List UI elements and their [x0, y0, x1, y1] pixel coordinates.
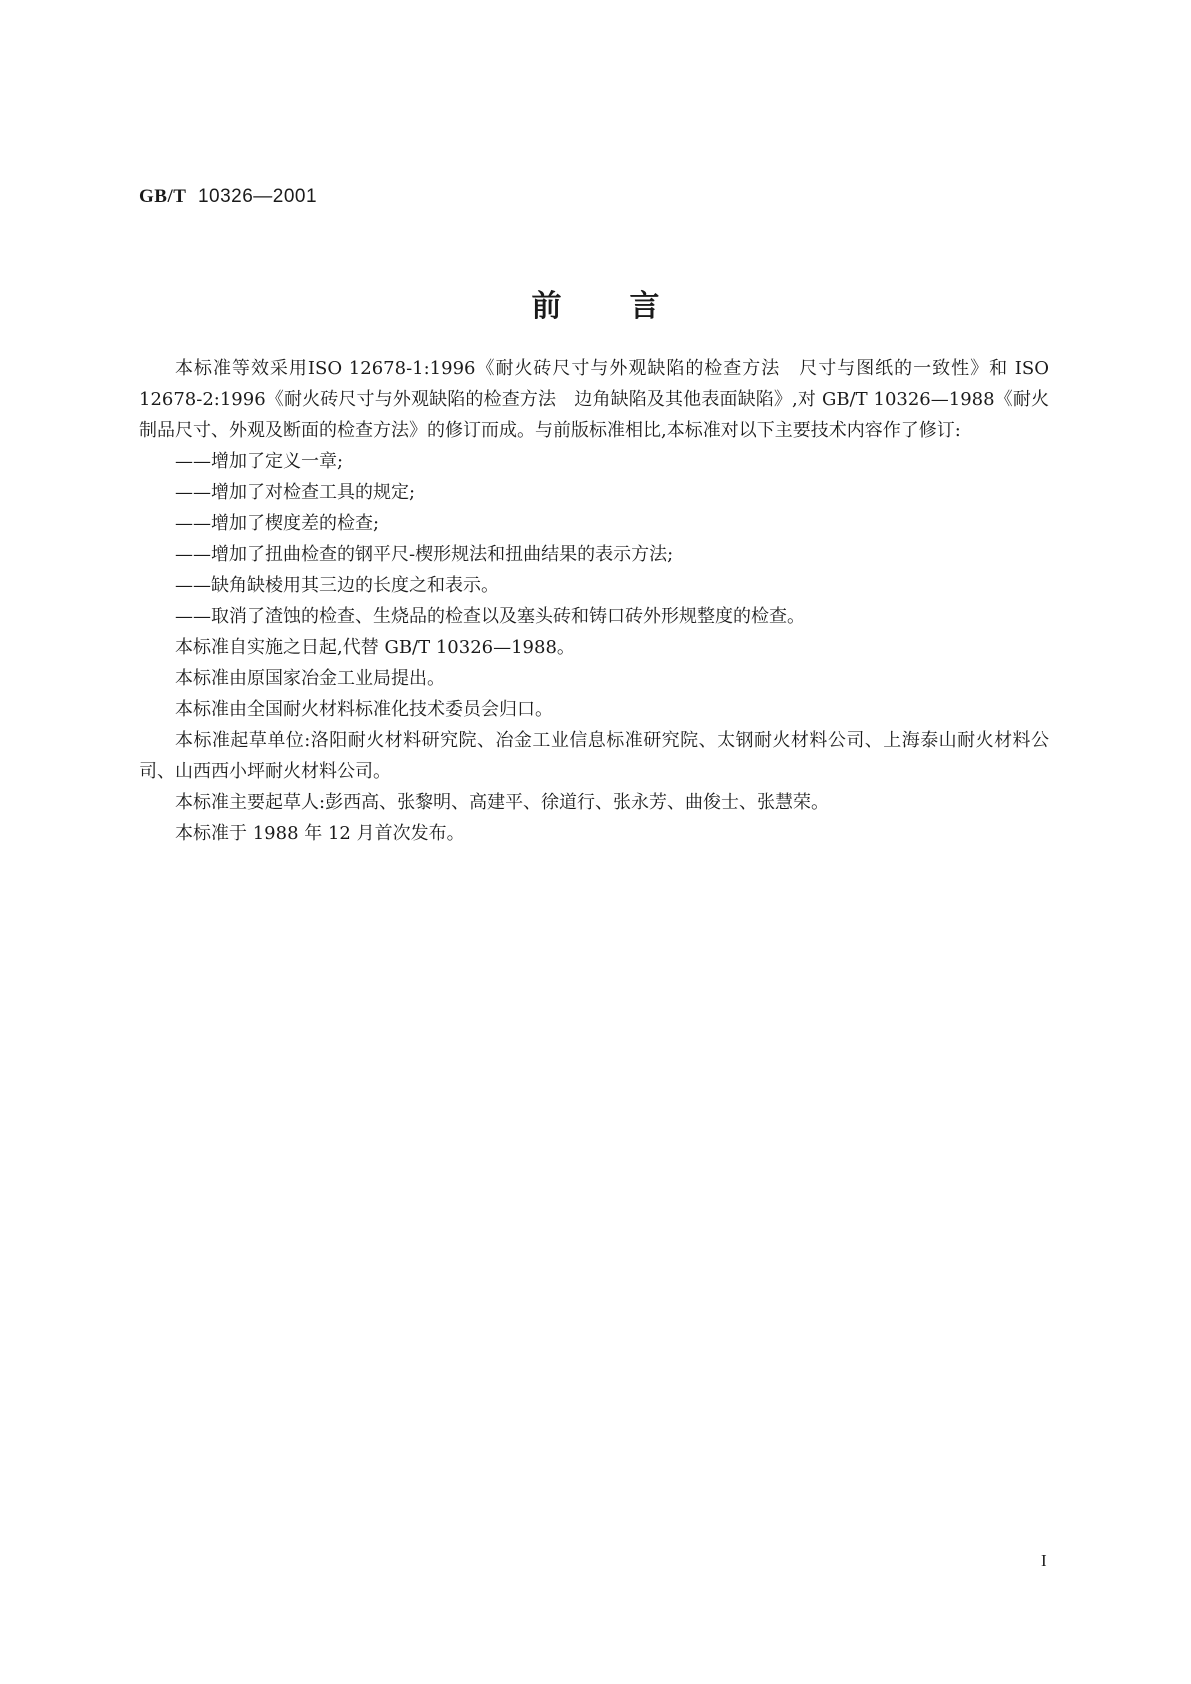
list-item: ——缺角缺棱用其三边的长度之和表示。 [175, 575, 499, 596]
foreword-body [139, 353, 1049, 849]
list-item: ——增加了定义一章; [175, 451, 344, 472]
standard-code: 10326—2001 [197, 186, 318, 207]
list-item: ——取消了渣蚀的检查、生烧品的检查以及塞头砖和铸口砖外形规整度的检查。 [175, 606, 805, 627]
list-item: ——增加了对检查工具的规定; [175, 482, 416, 503]
standard-number [139, 186, 317, 208]
paragraph-first-issued: 本标准于 1988 年 12 月首次发布。 [175, 823, 465, 844]
list-item: ——增加了扭曲检查的钢平尺-楔形规法和扭曲结果的表示方法; [175, 544, 674, 565]
paragraph-proposed-by: 本标准由原国家冶金工业局提出。 [175, 668, 445, 689]
list-item: ——增加了楔度差的检查; [175, 513, 380, 534]
paragraph-drafting-units: 本标准起草单位:洛阳耐火材料研究院、冶金工业信息标准研究院、太钢耐火材料公司、上海泰山耐火材料公司、山西西小坪耐火材料公司。 [139, 730, 1049, 782]
page-title: 前言 [531, 289, 728, 324]
paragraph-replaces: 本标准自实施之日起,代替 GB/T 10326—1988。 [175, 637, 575, 658]
paragraph-drafters: 本标准主要起草人:彭西高、张黎明、高建平、徐道行、张永芳、曲俊士、张慧荣。 [175, 792, 830, 813]
paragraph-intro: 本标准等效采用ISO 12678-1:1996《耐火砖尺寸与外观缺陷的检查方法 尺寸与图纸的一致性》和 ISO 12678-2:1996《耐火砖尺寸与外观缺陷的检查方法 边角缺陷及其他表面缺陷》,对 GB/T 10326—1988《耐火制品尺寸、外观及断面的检查方法》的修订而成。与前版标准相比,本标准对以下主要技术内容作了修订: [139, 358, 1049, 441]
paragraph-centralized-by: 本标准由全国耐火材料标准化技术委员会归口。 [175, 699, 553, 720]
page-number: I [1041, 1551, 1047, 1570]
standard-prefix: GB/T [139, 186, 187, 207]
